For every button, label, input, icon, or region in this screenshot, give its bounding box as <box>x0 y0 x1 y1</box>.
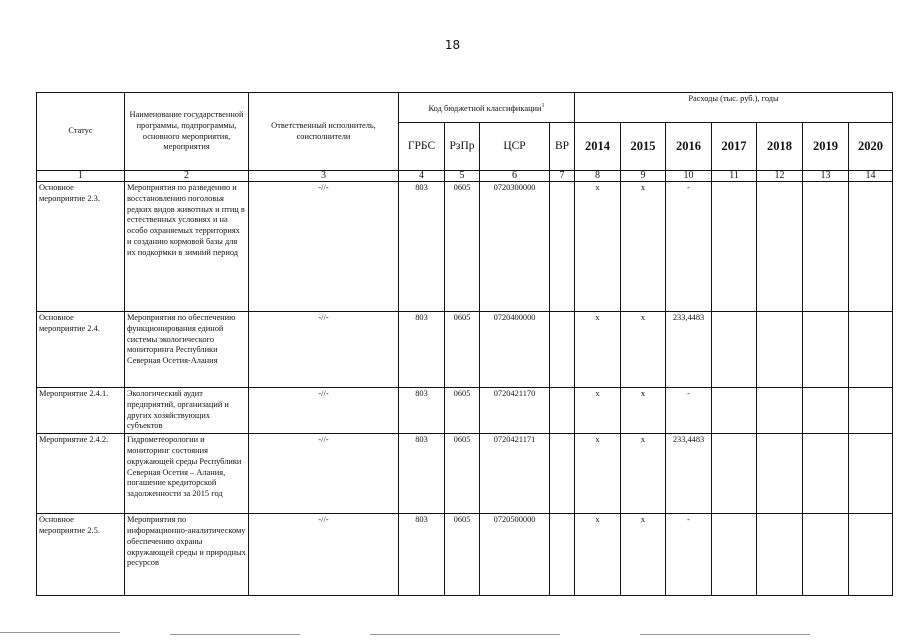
page-number: 18 <box>444 38 461 52</box>
column-number-row <box>37 171 893 182</box>
footnote-mark: 1 <box>541 102 545 109</box>
header-year: 2020 <box>849 123 893 171</box>
year-value-cell: x <box>575 514 621 596</box>
status-cell: Основное мероприятие 2.5. <box>37 514 125 596</box>
executor-cell: -//- <box>249 434 399 514</box>
table-row <box>37 388 893 434</box>
year-value-cell: x <box>575 388 621 434</box>
executor-cell: -//- <box>249 182 399 312</box>
header-year: 2017 <box>712 123 757 171</box>
year-value-cell <box>712 388 757 434</box>
csr-cell: 0720421171 <box>480 434 550 514</box>
year-value-cell <box>712 182 757 312</box>
rzpr-cell: 0605 <box>445 514 480 596</box>
header-rzpr: РзПр <box>445 123 480 171</box>
table-row <box>37 514 893 596</box>
executor-cell: -//- <box>249 388 399 434</box>
header-csr: ЦСР <box>480 123 550 171</box>
vr-cell <box>550 514 575 596</box>
year-value-cell <box>803 434 849 514</box>
header-year: 2019 <box>803 123 849 171</box>
year-value-cell <box>757 312 803 388</box>
scan-artifact <box>0 632 120 633</box>
executor-cell: -//- <box>249 312 399 388</box>
year-value-cell <box>712 514 757 596</box>
year-value-cell: - <box>666 388 712 434</box>
header-year: 2014 <box>575 123 621 171</box>
grbs-cell: 803 <box>399 312 445 388</box>
vr-cell <box>550 182 575 312</box>
name-cell: Экологический аудит предприятий, организаций и других хозяйствующих субъектов <box>125 388 249 434</box>
column-number: 4 <box>399 171 445 182</box>
status-cell: Мероприятие 2.4.2. <box>37 434 125 514</box>
year-value-cell <box>712 312 757 388</box>
name-cell: Мероприятия по информационно-аналитическому обеспечению охраны окружающей среды и природных ресурсов <box>125 514 249 596</box>
year-value-cell: x <box>575 434 621 514</box>
rzpr-cell: 0605 <box>445 312 480 388</box>
year-value-cell: x <box>575 182 621 312</box>
year-value-cell <box>803 388 849 434</box>
column-number: 14 <box>849 171 893 182</box>
csr-cell: 0720421170 <box>480 388 550 434</box>
year-value-cell: x <box>621 182 666 312</box>
column-number: 9 <box>621 171 666 182</box>
rzpr-cell: 0605 <box>445 182 480 312</box>
column-number: 7 <box>550 171 575 182</box>
year-value-cell <box>757 388 803 434</box>
year-value-cell: - <box>666 182 712 312</box>
status-cell: Основное мероприятие 2.4. <box>37 312 125 388</box>
vr-cell <box>550 312 575 388</box>
grbs-cell: 803 <box>399 514 445 596</box>
column-number: 12 <box>757 171 803 182</box>
header-status: Статус <box>37 93 125 171</box>
year-value-cell <box>803 182 849 312</box>
header-year: 2016 <box>666 123 712 171</box>
scan-artifact <box>640 634 810 635</box>
year-value-cell <box>757 434 803 514</box>
year-value-cell: x <box>621 388 666 434</box>
header-budget-code: Код бюджетной классификации$^1$ <box>399 93 575 123</box>
year-value-cell <box>849 312 893 388</box>
csr-cell: 0720300000 <box>480 182 550 312</box>
year-value-cell <box>803 312 849 388</box>
header-grbs: ГРБС <box>399 123 445 171</box>
name-cell: Гидрометеорологии и мониторинг состояния окружающей среды Республики Северная Осетия – Алания, погашение кредиторской задолженности за 2015 год <box>125 434 249 514</box>
rzpr-cell: 0605 <box>445 388 480 434</box>
header-name: Наименование государственной программы, подпрограммы, основного мероприятия, мероприятия <box>125 93 249 171</box>
column-number: 3 <box>249 171 399 182</box>
scan-artifact <box>170 634 300 635</box>
name-cell: Мероприятия по обеспечению функционирования единой системы экологического мониторинга Республики Северная Осетия-Алания <box>125 312 249 388</box>
header-expenses: Расходы (тыс. руб.), годы <box>575 93 893 123</box>
table-row <box>37 182 893 312</box>
scan-artifact <box>370 634 560 635</box>
year-value-cell <box>849 434 893 514</box>
status-cell: Основное мероприятие 2.3. <box>37 182 125 312</box>
table-row <box>37 312 893 388</box>
grbs-cell: 803 <box>399 434 445 514</box>
header-year: 2018 <box>757 123 803 171</box>
vr-cell <box>550 434 575 514</box>
year-value-cell: x <box>621 514 666 596</box>
budget-table <box>36 92 893 596</box>
table-row <box>37 434 893 514</box>
csr-cell: 0720400000 <box>480 312 550 388</box>
header-year: 2015 <box>621 123 666 171</box>
year-value-cell <box>712 434 757 514</box>
year-value-cell: 233,4483 <box>666 312 712 388</box>
rzpr-cell: 0605 <box>445 434 480 514</box>
year-value-cell <box>757 182 803 312</box>
year-value-cell <box>849 388 893 434</box>
grbs-cell: 803 <box>399 388 445 434</box>
year-value-cell <box>803 514 849 596</box>
year-value-cell: 233,4483 <box>666 434 712 514</box>
column-number: 5 <box>445 171 480 182</box>
column-number: 13 <box>803 171 849 182</box>
year-value-cell <box>849 514 893 596</box>
year-value-cell <box>849 182 893 312</box>
csr-cell: 0720500000 <box>480 514 550 596</box>
status-cell: Мероприятие 2.4.1. <box>37 388 125 434</box>
header-vr: ВР <box>550 123 575 171</box>
column-number: 10 <box>666 171 712 182</box>
column-number: 8 <box>575 171 621 182</box>
column-number: 11 <box>712 171 757 182</box>
vr-cell <box>550 388 575 434</box>
executor-cell: -//- <box>249 514 399 596</box>
year-value-cell: x <box>575 312 621 388</box>
column-number: 1 <box>37 171 125 182</box>
column-number: 6 <box>480 171 550 182</box>
name-cell: Мероприятия по разведению и восстановлению поголовья редких видов животных и птиц в естественных условиях и на особо охраняемых территориях и созданию кормовой базы для их подкормки в зимний период <box>125 182 249 312</box>
year-value-cell: x <box>621 312 666 388</box>
year-value-cell <box>757 514 803 596</box>
grbs-cell: 803 <box>399 182 445 312</box>
header-executor: Ответственный исполнитель, соисполнители <box>249 93 399 171</box>
column-number: 2 <box>125 171 249 182</box>
year-value-cell: - <box>666 514 712 596</box>
year-value-cell: x <box>621 434 666 514</box>
